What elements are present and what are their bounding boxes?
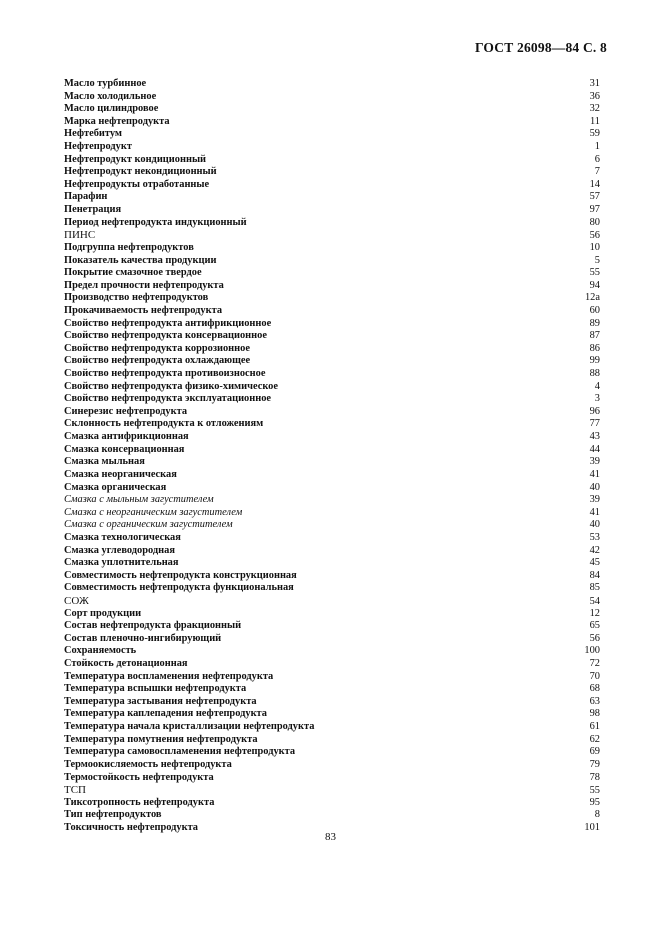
index-term: Совместимость нефтепродукта функциональная [64,582,294,594]
index-entry [64,179,600,192]
index-page-ref: 36 [589,90,600,102]
index-term: Свойство нефтепродукта антифрикционное [64,317,272,329]
index-term: Сохраняемость [64,645,137,657]
index-term: Марка нефтепродукта [64,115,170,127]
index-entry [64,469,600,482]
index-page-ref: 98 [589,708,600,720]
index-page-ref: 54 [589,595,600,607]
index-entry [64,671,600,684]
index-entry [64,557,600,570]
index-term: Совместимость нефтепродукта конструкционная [64,569,297,581]
index-entry [64,772,600,785]
index-entry [64,166,600,179]
index-term: Смазка антифрикционная [64,431,189,443]
index-entry [64,116,600,129]
index-term: Смазка органическая [64,481,167,493]
index-page-ref: 97 [589,204,600,216]
index-term: Тип нефтепродуктов [64,809,162,821]
index-page-ref: 40 [589,481,600,493]
index-page-ref: 55 [589,785,600,797]
index-page-ref: 55 [589,267,600,279]
index-page-ref: 6 [594,153,600,165]
index-page-ref: 41 [589,468,600,480]
index-entry [64,381,600,394]
index-page-ref: 99 [589,355,600,367]
index-page-ref: 11 [589,115,600,127]
index-page-ref: 43 [589,431,600,443]
index-term: Температура самовоспламенения нефтепродукта [64,746,296,758]
index-page-ref: 68 [589,683,600,695]
index-page-ref: 85 [589,582,600,594]
index-term: Смазка технологическая [64,531,181,543]
index-page-ref: 88 [589,368,600,380]
index-term: Пенетрация [64,204,122,216]
index-page-ref: 79 [589,758,600,770]
index-page-ref: 41 [589,506,600,518]
index-entry [64,545,600,558]
index-term: Смазка с органическим загустителем [64,519,233,531]
index-entry [64,103,600,116]
index-term: Прокачиваемость нефтепродукта [64,304,223,316]
index-term: Свойство нефтепродукта физико-химическое [64,380,278,392]
index-entry [64,620,600,633]
index-entry [64,608,600,621]
index-term: Температура каплепадения нефтепродукта [64,708,267,720]
index-entry [64,708,600,721]
index-term: Смазка уплотнительная [64,557,179,569]
index-entry [64,482,600,495]
index-entry [64,368,600,381]
page-number: 83 [325,831,336,843]
index-term: Покрытие смазочное твердое [64,267,202,279]
index-term: Температура вспышки нефтепродукта [64,683,247,695]
index-entry [64,519,600,532]
index-term: Смазка углеводородная [64,544,175,556]
index-entry [64,532,600,545]
index-term: Свойство нефтепродукта эксплуатационное [64,393,272,405]
index-entry [64,292,600,305]
index-entry [64,255,600,268]
index-term: Нефтебитум [64,128,123,140]
index-term: Термоокисляемость нефтепродукта [64,758,232,770]
index-entry [64,721,600,734]
index-entry [64,418,600,431]
index-term: Температура помутнения нефтепродукта [64,733,258,745]
index-page-ref: 1 [594,141,600,153]
index-page-ref: 63 [589,695,600,707]
index-term: Нефтепродукт [64,141,132,153]
index-term: Смазка консервационная [64,443,185,455]
index-page-ref: 8 [594,809,600,821]
index-entry [64,734,600,747]
index-term: Предел прочности нефтепродукта [64,279,224,291]
index-term: Термостойкость нефтепродукта [64,771,214,783]
index-entry [64,456,600,469]
index-page-ref: 80 [589,216,600,228]
index-term: Температура застывания нефтепродукта [64,695,257,707]
index-term: Смазка с мыльным загустителем [64,494,214,506]
index-page-ref: 96 [589,405,600,417]
index-page-ref: 39 [589,456,600,468]
index-entry [64,330,600,343]
index-entry [64,645,600,658]
index-page-ref: 87 [589,330,600,342]
term-index [64,78,600,835]
index-term: Температура воспламенения нефтепродукта [64,670,274,682]
index-page-ref: 56 [589,230,600,242]
index-page-ref: 12а [584,292,600,304]
index-term: Стойкость детонационная [64,658,188,670]
index-entry [64,595,600,608]
index-term: Масло турбинное [64,78,147,89]
index-page-ref: 69 [589,746,600,758]
index-term: Смазка с неорганическим загустителем [64,506,243,518]
index-entry [64,444,600,457]
index-page-ref: 100 [584,645,600,657]
index-term: Свойство нефтепродукта консервационное [64,330,267,342]
index-term: Нефтепродукты отработанные [64,178,210,190]
index-entry [64,267,600,280]
index-entry [64,229,600,242]
index-term: ТСП [64,784,86,797]
index-page-ref: 31 [589,78,600,89]
index-entry [64,242,600,255]
index-entry [64,318,600,331]
index-page-ref: 60 [589,304,600,316]
index-entry [64,633,600,646]
index-entry [64,494,600,507]
index-term: Подгруппа нефтепродуктов [64,241,194,253]
index-entry [64,406,600,419]
index-term: Свойство нефтепродукта противоизносное [64,368,266,380]
index-entry [64,343,600,356]
index-page-ref: 77 [589,418,600,430]
index-entry [64,759,600,772]
index-page-ref: 32 [589,103,600,115]
index-page-ref: 4 [594,380,600,392]
index-entry [64,431,600,444]
index-entry [64,128,600,141]
index-term: Состав нефтепродукта фракционный [64,620,242,632]
index-page-ref: 65 [589,620,600,632]
index-entry [64,191,600,204]
index-term: Смазка неорганическая [64,468,177,480]
index-page-ref: 86 [589,342,600,354]
index-page-ref: 94 [589,279,600,291]
index-term: Состав пленочно-ингибирующий [64,632,222,644]
index-page-ref: 62 [589,733,600,745]
index-page-ref: 101 [584,821,600,833]
index-entry [64,797,600,810]
index-entry [64,570,600,583]
index-entry [64,204,600,217]
index-page-ref: 39 [589,494,600,506]
index-entry [64,154,600,167]
index-term: Масло холодильное [64,90,157,102]
index-entry [64,280,600,293]
index-term: Показатель качества продукции [64,254,217,266]
index-term: Сорт продукции [64,607,142,619]
index-term: Период нефтепродукта индукционный [64,216,247,228]
index-term: Нефтепродукт некондиционный [64,166,217,178]
index-page-ref: 59 [589,128,600,140]
index-page-ref: 84 [589,569,600,581]
index-term: Тиксотропность нефтепродукта [64,796,215,808]
index-page-ref: 53 [589,531,600,543]
index-term: Токсичность нефтепродукта [64,821,198,833]
index-page-ref: 3 [594,393,600,405]
index-term: Свойство нефтепродукта коррозионное [64,342,250,354]
index-term: Парафин [64,191,108,203]
index-term: Производство нефтепродуктов [64,292,209,304]
index-entry [64,696,600,709]
index-term: Масло цилиндровое [64,103,159,115]
index-page-ref: 40 [589,519,600,531]
index-page-ref: 44 [589,443,600,455]
index-term: ПИНС [64,229,96,242]
index-page-ref: 95 [589,796,600,808]
index-page-ref: 7 [594,166,600,178]
index-entry [64,658,600,671]
index-entry [64,393,600,406]
index-entry [64,141,600,154]
index-page-ref: 89 [589,317,600,329]
index-entry [64,91,600,104]
index-entry [64,683,600,696]
page-header: ГОСТ 26098—84 С. 8 [474,40,607,55]
index-entry [64,217,600,230]
index-page-ref: 12 [589,607,600,619]
index-term: Свойство нефтепродукта охлаждающее [64,355,251,367]
index-page-ref: 72 [589,658,600,670]
index-page-ref: 14 [589,178,600,190]
index-entry [64,78,600,91]
index-page-ref: 61 [589,721,600,733]
index-page-ref: 45 [589,557,600,569]
index-term: Смазка мыльная [64,456,145,468]
index-page-ref: 56 [589,632,600,644]
index-entry [64,355,600,368]
index-term: Температура начала кристаллизации нефтепродукта [64,721,315,733]
index-page-ref: 10 [589,241,600,253]
index-term: Нефтепродукт кондиционный [64,153,207,165]
index-page-ref: 70 [589,670,600,682]
index-entry [64,784,600,797]
index-term: СОЖ [64,594,89,607]
index-term: Синерезис нефтепродукта [64,405,188,417]
index-entry [64,582,600,595]
index-page-ref: 57 [589,191,600,203]
index-page-ref: 78 [589,771,600,783]
index-page-ref: 42 [589,544,600,556]
index-entry [64,305,600,318]
index-entry [64,809,600,822]
index-entry [64,746,600,759]
index-term: Склонность нефтепродукта к отложениям [64,418,264,430]
index-entry [64,507,600,520]
index-page-ref: 5 [594,254,600,266]
